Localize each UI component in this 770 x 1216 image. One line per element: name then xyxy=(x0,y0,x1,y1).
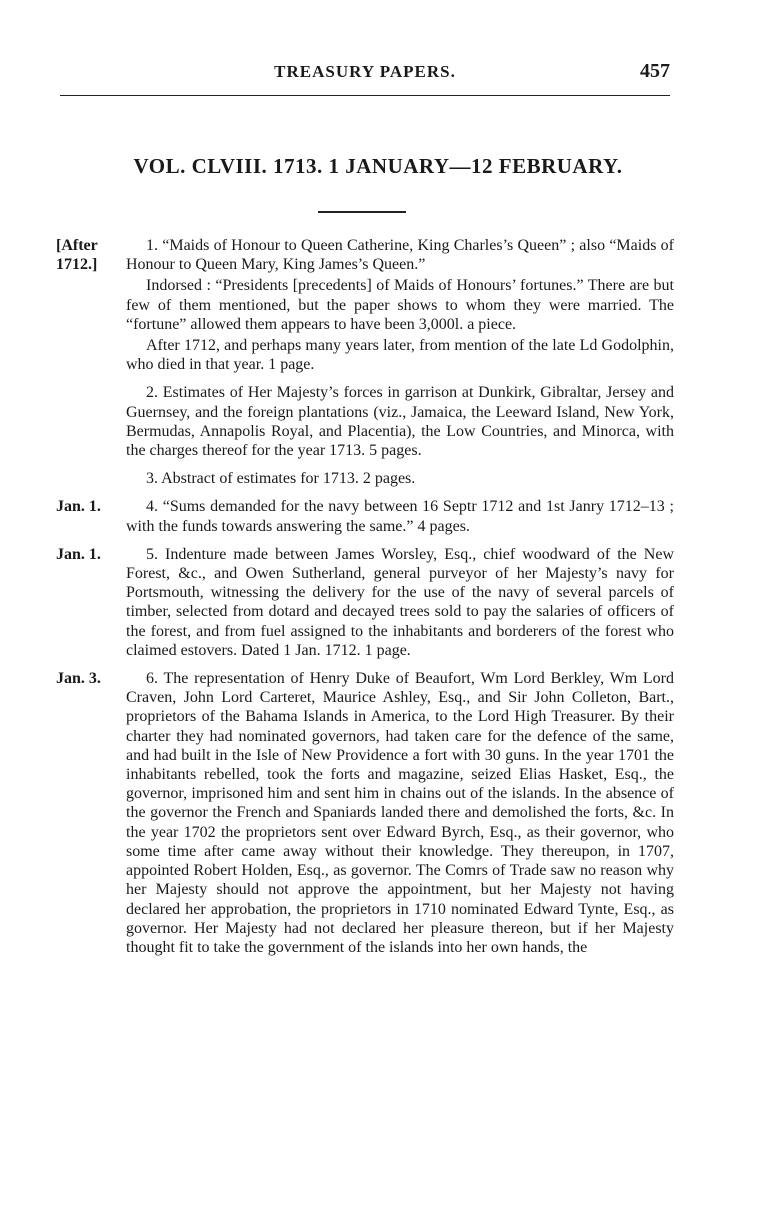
entry-body xyxy=(126,236,674,374)
page-number: 457 xyxy=(640,60,670,82)
calendar-entry xyxy=(56,669,674,957)
entry-date xyxy=(56,545,118,564)
entry-date-line: Jan. 1. xyxy=(56,545,101,563)
entry-date-line: Jan. 3. xyxy=(56,670,101,688)
entry-date xyxy=(56,497,118,516)
entry-body xyxy=(126,545,674,660)
entry-paragraph: 2. Estimates of Her Majesty’s forces in garrison at Dunkirk, Gibraltar, Jersey and Guernsey, and the foreign plantations (viz., Jamaica, the Leeward Island, New York, Bermudas, Annapolis Royal, and Placentia), the Low Countries, and Minorca, with the charges thereof for the year 1713. 5 pages. xyxy=(126,384,674,460)
entry-body xyxy=(126,469,674,488)
entry-date-line: [After xyxy=(56,237,98,254)
entry-paragraph: Indorsed : “Presidents [precedents] of Maids of Honours’ fortunes.” There are but few of them mentioned, but the paper shows to whom they were married. The “fortune” allowed them appears to have been 3,000l. a piece. xyxy=(126,277,674,333)
entry-paragraph: 3. Abstract of estimates for 1713. 2 pages. xyxy=(146,470,416,488)
entry-date-line: Jan. 1. xyxy=(56,498,101,516)
running-title: TREASURY PAPERS. xyxy=(274,62,456,81)
heading-rule xyxy=(318,211,406,213)
entry-paragraph: 1. “Maids of Honour to Queen Catherine, King Charles’s Queen” ; also “Maids of Honour to Queen Mary, King James’s Queen.” xyxy=(126,237,674,274)
entry-date-line: 1712.] xyxy=(56,256,98,273)
page-header xyxy=(60,62,670,90)
entry-date xyxy=(56,236,118,274)
entry-paragraph: 5. Indenture made between James Worsley, Esq., chief woodward of the New Forest, &c., and Owen Sutherland, general purveyor of her Majesty’s navy for Portsmouth, witnessing the delivery for the use of the navy of several parcels of timber, selected from dotard and decayed trees sold to pay the salaries of officers of the forest, and from fuel assigned to the inhabitants and borderers of the forest who claimed estovers. Dated 1 Jan. 1712. 1 page. xyxy=(126,545,674,659)
calendar-entry xyxy=(56,497,674,535)
volume-heading: VOL. CLVIII. 1713. 1 JANUARY—12 FEBRUARY. xyxy=(133,154,623,178)
entry-date xyxy=(56,669,118,688)
entry-paragraph: After 1712, and perhaps many years later, from mention of the late Ld Godolphin, who died in that year. 1 page. xyxy=(126,337,674,374)
header-rule xyxy=(60,95,670,96)
calendar-entry xyxy=(56,469,674,488)
entry-body xyxy=(126,383,674,460)
calendar-entries xyxy=(56,236,674,966)
entry-body xyxy=(126,669,674,957)
calendar-entry xyxy=(56,545,674,660)
entry-body xyxy=(126,497,674,535)
calendar-entry xyxy=(56,383,674,460)
entry-paragraph: 6. The representation of Henry Duke of Beaufort, Wm Lord Berkley, Wm Lord Craven, John Lord Carteret, Maurice Ashley, Esq., and Sir John Colleton, Bart., proprietors of the Bahama Islands in America, to the Lord High Treasurer. By their charter they had nominated governors, had taken care for the defence of the same, and had built in the Isle of New Providence a fort with 30 guns. In the year 1701 the inhabitants rebelled, took the forts and magazine, seized Elias Hasket, Esq., the governor, imprisoned him and sent him in chains out of the islands. In the absence of the governor the French and Spaniards landed there and demolished the forts, &c. In the year 1702 the proprietors sent over Edward Byrch, Esq., as their governor, who some time after came away without their knowledge. They thereupon, in 1707, appointed Robert Holden, Esq., as governor. The Comrs of Trade saw no reason why her Majesty should not approve the appointment, but her Majesty not having declared her approbation, the proprietors in 1710 nominated Edward Tynte, Esq., as governor. Her Majesty had not declared her pleasure thereon, but if her Majesty thought fit to take the government of the islands into her own hands, the xyxy=(126,670,674,956)
calendar-entry xyxy=(56,236,674,374)
entry-paragraph: 4. “Sums demanded for the navy between 16 Septr 1712 and 1st Janry 1712–13 ; with the funds towards answering the same.” 4 pages. xyxy=(126,498,674,535)
